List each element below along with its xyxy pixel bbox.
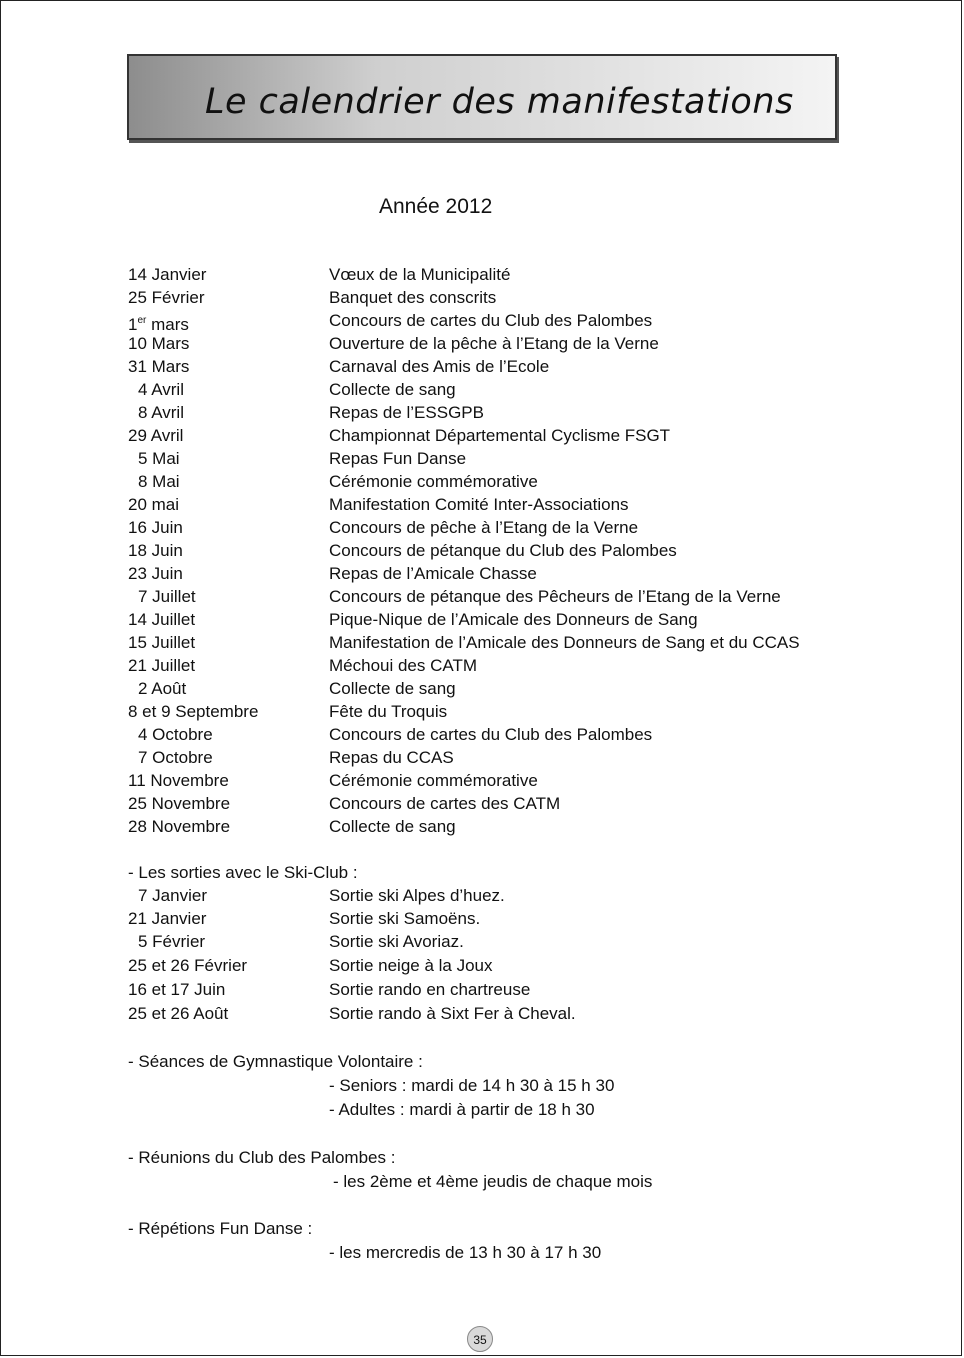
ski-club-heading: - Les sorties avec le Ski-Club : [128, 863, 358, 882]
event-name: Repas Fun Danse [329, 449, 467, 468]
event-date: 14 Juillet [128, 610, 196, 629]
event-date: 8 Avril [138, 403, 184, 422]
ski-date: 7 Janvier [138, 886, 207, 905]
event-name: Ouverture de la pêche à l’Etang de la Verne [329, 334, 659, 353]
event-date: 11 Novembre [128, 771, 229, 790]
page-number: 35 [467, 1326, 493, 1352]
event-date: 29 Avril [128, 426, 184, 445]
event-name: Collecte de sang [329, 679, 456, 698]
ski-event: Sortie ski Alpes d’huez. [329, 886, 505, 905]
ski-date: 16 et 17 Juin [128, 980, 226, 999]
event-date: 28 Novembre [128, 817, 231, 836]
event-date: 8 Mai [138, 472, 180, 491]
event-date: 8 et 9 Septembre [128, 702, 259, 721]
event-name: Manifestation de l’Amicale des Donneurs de Sang et du CCAS [329, 633, 800, 652]
ski-date: 25 et 26 Août [128, 1004, 229, 1023]
page-title: Le calendrier des manifestations [205, 82, 794, 122]
event-name: Vœux de la Municipalité [329, 265, 511, 284]
event-name: Concours de cartes du Club des Palombes [329, 725, 653, 744]
event-date: 18 Juin [128, 541, 183, 560]
event-date: 25 Novembre [128, 794, 231, 813]
event-date: 16 Juin [128, 518, 183, 537]
event-date: 7 Octobre [138, 748, 213, 767]
event-name: Collecte de sang [329, 380, 456, 399]
gym-heading: - Séances de Gymnastique Volontaire : [128, 1052, 423, 1071]
event-date: 2 Août [138, 679, 187, 698]
ski-date: 25 et 26 Février [128, 956, 248, 975]
event-date: 15 Juillet [128, 633, 196, 652]
event-name: Championnat Départemental Cyclisme FSGT [329, 426, 671, 445]
event-date: 5 Mai [138, 449, 180, 468]
event-date: 7 Juillet [138, 587, 196, 606]
ski-event: Sortie rando à Sixt Fer à Cheval. [329, 1004, 576, 1023]
event-date: 14 Janvier [128, 265, 207, 284]
palombes-heading: - Réunions du Club des Palombes : [128, 1148, 396, 1167]
event-date: 4 Octobre [138, 725, 213, 744]
event-name: Repas de l’ESSGPB [329, 403, 484, 422]
event-name: Repas du CCAS [329, 748, 454, 767]
event-name: Concours de pêche à l’Etang de la Verne [329, 518, 639, 537]
event-name: Méchoui des CATM [329, 656, 478, 675]
ski-event: Sortie rando en chartreuse [329, 980, 531, 999]
event-name: Cérémonie commémorative [329, 472, 538, 491]
event-date: 31 Mars [128, 357, 190, 376]
event-name: Fête du Troquis [329, 702, 448, 721]
event-name: Carnaval des Amis de l’Ecole [329, 357, 550, 376]
ski-event: Sortie ski Avoriaz. [329, 932, 464, 951]
ski-date: 21 Janvier [128, 909, 207, 928]
gym-seniors: - Seniors : mardi de 14 h 30 à 15 h 30 [329, 1076, 615, 1095]
ski-event: Sortie neige à la Joux [329, 956, 493, 975]
event-name: Collecte de sang [329, 817, 456, 836]
year-heading: Année 2012 [379, 195, 493, 218]
event-date: 20 mai [128, 495, 180, 514]
event-name: Pique-Nique de l’Amicale des Donneurs de Sang [329, 610, 698, 629]
palombes-schedule: - les 2ème et 4ème jeudis de chaque mois [333, 1172, 653, 1191]
event-name: Concours de cartes du Club des Palombes [329, 311, 653, 330]
event-date: 4 Avril [138, 380, 184, 399]
ski-event: Sortie ski Samoëns. [329, 909, 481, 928]
ski-date: 5 Février [138, 932, 206, 951]
title-banner [127, 54, 837, 140]
event-date: 10 Mars [128, 334, 190, 353]
event-name: Cérémonie commémorative [329, 771, 538, 790]
event-date: 1er mars [128, 315, 189, 334]
fun-danse-heading: - Répétions Fun Danse : [128, 1219, 313, 1238]
event-date: 25 Février [128, 288, 205, 307]
event-name: Concours de pétanque des Pêcheurs de l’Etang de la Verne [329, 587, 781, 606]
fun-danse-schedule: - les mercredis de 13 h 30 à 17 h 30 [329, 1243, 602, 1262]
event-name: Concours de pétanque du Club des Palombes [329, 541, 677, 560]
event-date: 23 Juin [128, 564, 183, 583]
event-date: 21 Juillet [128, 656, 196, 675]
event-name: Manifestation Comité Inter-Associations [329, 495, 629, 514]
event-name: Banquet des conscrits [329, 288, 497, 307]
event-name: Concours de cartes des CATM [329, 794, 561, 813]
event-name: Repas de l’Amicale Chasse [329, 564, 537, 583]
gym-adultes: - Adultes : mardi à partir de 18 h 30 [329, 1100, 595, 1119]
